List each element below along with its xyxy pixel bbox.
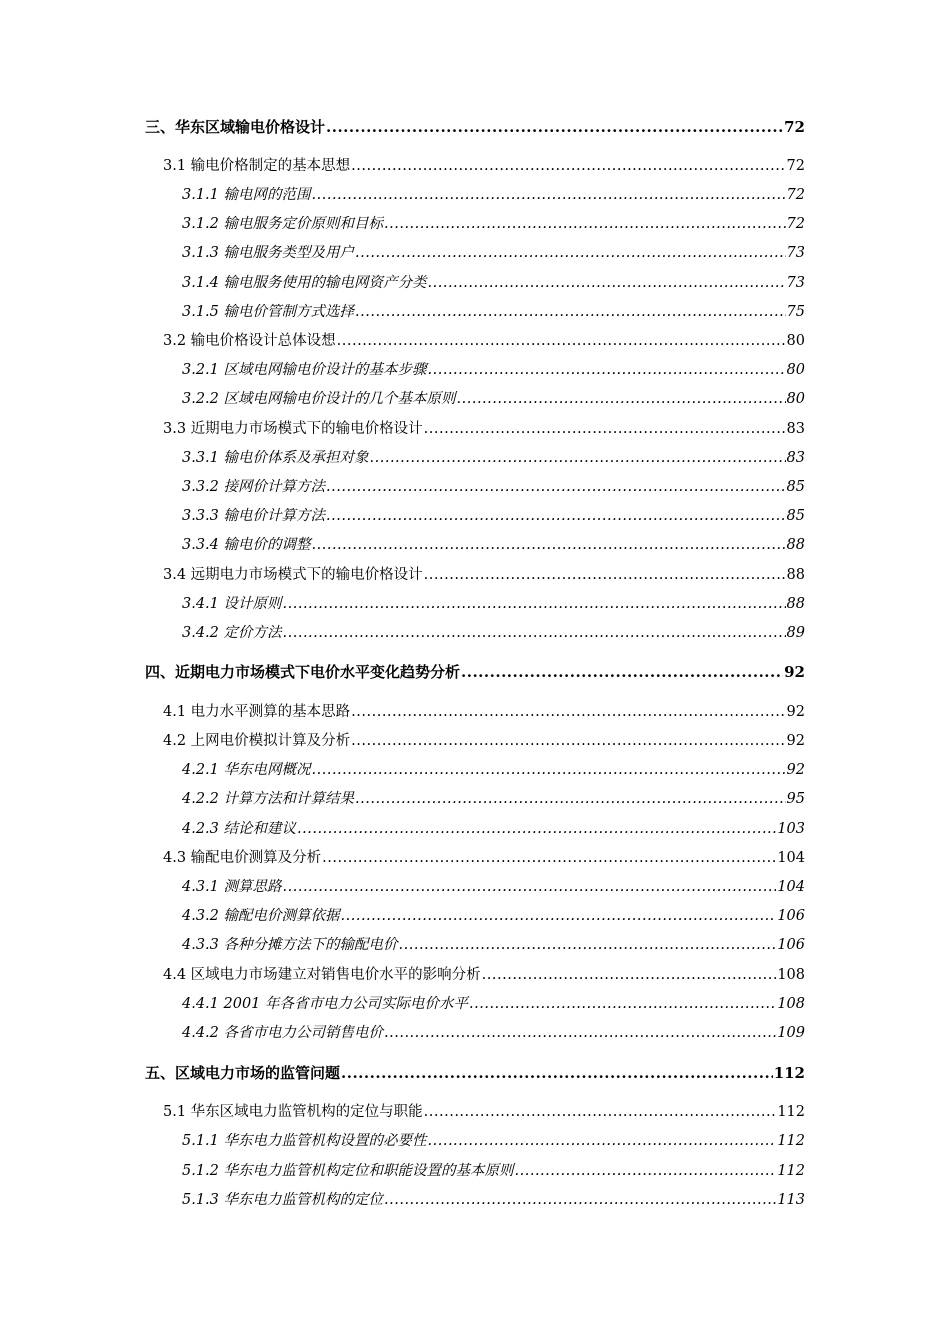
toc-leader (355, 790, 786, 808)
toc-leader (461, 663, 783, 681)
toc-page: 85 (786, 508, 805, 524)
toc-leader (326, 478, 786, 496)
toc-leader (424, 566, 786, 584)
toc-leader (428, 361, 786, 379)
toc-leader (384, 1191, 776, 1209)
toc-subsection-4-3-2[interactable] (182, 907, 805, 925)
toc-section-3-4[interactable] (163, 566, 805, 584)
toc-page: 88 (786, 537, 805, 553)
toc-label: 4.3.1 测算思路 (182, 879, 282, 895)
toc-page: 73 (786, 275, 805, 291)
toc-leader (297, 820, 776, 838)
toc-leader (384, 215, 786, 233)
toc-subsection-3-2-1[interactable] (182, 361, 805, 379)
toc-subsection-3-4-1[interactable] (182, 595, 805, 613)
toc-page: 83 (786, 450, 805, 466)
toc-subsection-3-3-3[interactable] (182, 507, 805, 525)
toc-page: 104 (777, 850, 805, 866)
toc-page: 72 (786, 216, 805, 232)
toc-subsection-3-1-4[interactable] (182, 274, 805, 292)
toc-page: 113 (777, 1192, 805, 1208)
toc-label: 4.2.3 结论和建议 (182, 821, 297, 837)
toc-subsection-3-1-5[interactable] (182, 303, 805, 321)
toc-page: 80 (786, 333, 805, 349)
toc-subsection-3-1-3[interactable] (182, 244, 805, 262)
toc-page: 95 (786, 791, 805, 807)
toc-leader (399, 936, 777, 954)
toc-leader (424, 1103, 777, 1121)
toc-page: 72 (786, 187, 805, 203)
toc-leader (457, 390, 786, 408)
toc-label: 5.1.2 华东电力监管机构定位和职能设置的基本原则 (182, 1163, 514, 1179)
toc-label: 3.1.5 输电价管制方式选择 (182, 304, 355, 320)
toc-label: 3.2.1 区域电网输电价设计的基本步骤 (182, 362, 427, 378)
toc-subsection-4-3-1[interactable] (182, 878, 805, 896)
toc-subsection-4-2-3[interactable] (182, 820, 805, 838)
toc-label: 4.2.1 华东电网概况 (182, 762, 311, 778)
toc-leader (428, 1132, 777, 1150)
toc-leader (322, 849, 776, 867)
toc-leader (312, 186, 786, 204)
toc-label: 3.1 输电价格制定的基本思想 (163, 158, 351, 174)
toc-page: 103 (777, 821, 805, 837)
toc-subsection-3-1-1[interactable] (182, 186, 805, 204)
toc-leader (283, 624, 786, 642)
toc-subsection-5-1-2[interactable] (182, 1162, 805, 1180)
toc-label: 3.1.2 输电服务定价原则和目标 (182, 216, 384, 232)
toc-page: 112 (777, 1163, 805, 1179)
toc-page: 112 (773, 1064, 805, 1082)
toc-leader (341, 1064, 773, 1082)
toc-label: 3.1.1 输电网的范围 (182, 187, 311, 203)
toc-label: 3.2.2 区域电网输电价设计的几个基本原则 (182, 391, 456, 407)
toc-leader (482, 966, 777, 984)
toc-label: 4.3.3 各种分摊方法下的输配电价 (182, 937, 398, 953)
toc-page: 72 (784, 118, 805, 136)
toc-label: 5.1.1 华东电力监管机构设置的必要性 (182, 1133, 427, 1149)
toc-leader (351, 732, 785, 750)
toc-leader (326, 118, 783, 136)
toc-page: 108 (777, 996, 805, 1012)
toc-leader (384, 1024, 776, 1042)
toc-label: 五、区域电力市场的监管问题 (145, 1064, 341, 1082)
toc-label: 3.4.2 定价方法 (182, 625, 282, 641)
toc-label: 3.3 近期电力市场模式下的输电价格设计 (163, 421, 423, 437)
toc-page: 92 (786, 762, 805, 778)
toc-leader (312, 536, 786, 554)
toc-page: 89 (786, 625, 805, 641)
toc-label: 4.3.2 输配电价测算依据 (182, 908, 340, 924)
toc-leader (370, 449, 786, 467)
toc-leader (351, 703, 785, 721)
toc-leader (515, 1162, 777, 1180)
toc-label: 3.2 输电价格设计总体设想 (163, 333, 336, 349)
toc-label: 4.4 区域电力市场建立对销售电价水平的影响分析 (163, 967, 481, 983)
toc-label: 5.1 华东区域电力监管机构的定位与职能 (163, 1104, 423, 1120)
toc-leader (326, 507, 786, 525)
toc-page: 88 (786, 567, 805, 583)
toc-page: 92 (784, 663, 805, 681)
toc-page: 109 (777, 1025, 805, 1041)
toc-subsection-3-3-1[interactable] (182, 449, 805, 467)
toc-page: 88 (786, 596, 805, 612)
toc-label: 3.4.1 设计原则 (182, 596, 282, 612)
toc-page: 80 (786, 391, 805, 407)
toc-subsection-4-2-1[interactable] (182, 761, 805, 779)
toc-leader (469, 995, 776, 1013)
toc-subsection-4-3-3[interactable] (182, 936, 805, 954)
toc-leader (355, 303, 786, 321)
toc-page: 83 (786, 421, 805, 437)
toc-leader (283, 878, 777, 896)
toc-subsection-3-3-2[interactable] (182, 478, 805, 496)
toc-chapter-5[interactable] (145, 1064, 805, 1082)
toc-page: 112 (777, 1104, 805, 1120)
toc-page: 106 (777, 937, 805, 953)
toc-page: 92 (786, 733, 805, 749)
toc-leader (355, 244, 786, 262)
toc-subsection-3-3-4[interactable] (182, 536, 805, 554)
toc-page: 112 (777, 1133, 805, 1149)
toc-subsection-5-1-1[interactable] (182, 1132, 805, 1150)
toc-leader (337, 332, 786, 350)
toc-section-4-1[interactable] (163, 703, 805, 721)
toc-label: 3.3.2 接网价计算方法 (182, 479, 326, 495)
toc-page: 104 (777, 879, 805, 895)
toc-leader (351, 157, 785, 175)
toc-section-5-1[interactable] (163, 1103, 805, 1121)
toc-label: 3.3.4 输电价的调整 (182, 537, 311, 553)
toc-label: 3.1.4 输电服务使用的输电网资产分类 (182, 275, 427, 291)
toc-label: 4.2 上网电价模拟计算及分析 (163, 733, 351, 749)
toc-chapter-4[interactable] (145, 663, 805, 681)
toc-label: 3.1.3 输电服务类型及用户 (182, 245, 355, 261)
toc-page: 75 (786, 304, 805, 320)
toc-label: 三、华东区域输电价格设计 (145, 118, 326, 136)
toc-page: 92 (786, 704, 805, 720)
toc-section-4-3[interactable] (163, 849, 805, 867)
toc-subsection-5-1-3[interactable] (182, 1191, 805, 1209)
toc-leader (341, 907, 777, 925)
toc-section-3-3[interactable] (163, 420, 805, 438)
toc-chapter-3[interactable] (145, 118, 805, 136)
toc-leader (428, 274, 786, 292)
toc-label: 3.4 远期电力市场模式下的输电价格设计 (163, 567, 423, 583)
toc-leader (283, 595, 786, 613)
toc-subsection-4-4-2[interactable] (182, 1024, 805, 1042)
toc-leader (312, 761, 786, 779)
toc-label: 4.4.1 2001 年各省市电力公司实际电价水平 (182, 996, 469, 1012)
toc-label: 4.4.2 各省市电力公司销售电价 (182, 1025, 384, 1041)
toc-leader (424, 420, 786, 438)
toc-subsection-3-2-2[interactable] (182, 390, 805, 408)
toc-subsection-4-4-1[interactable] (182, 995, 805, 1013)
toc-subsection-3-4-2[interactable] (182, 624, 805, 642)
toc-label: 4.1 电力水平测算的基本思路 (163, 704, 351, 720)
toc-page: 80 (786, 362, 805, 378)
toc-subsection-4-2-2[interactable] (182, 790, 805, 808)
toc-page: 73 (786, 245, 805, 261)
toc-section-4-2[interactable] (163, 732, 805, 750)
toc-section-3-2[interactable] (163, 332, 805, 350)
toc-label: 四、近期电力市场模式下电价水平变化趋势分析 (145, 663, 461, 681)
toc-label: 4.3 输配电价测算及分析 (163, 850, 322, 866)
toc-section-4-4[interactable] (163, 966, 805, 984)
toc-page: 106 (777, 908, 805, 924)
toc-label: 3.3.3 输电价计算方法 (182, 508, 326, 524)
toc-label: 5.1.3 华东电力监管机构的定位 (182, 1192, 384, 1208)
toc-page: 72 (786, 158, 805, 174)
toc-label: 4.2.2 计算方法和计算结果 (182, 791, 355, 807)
toc-subsection-3-1-2[interactable] (182, 215, 805, 233)
toc-label: 3.3.1 输电价体系及承担对象 (182, 450, 369, 466)
toc-section-3-1[interactable] (163, 157, 805, 175)
toc-page: 108 (777, 967, 805, 983)
toc-page: 85 (786, 479, 805, 495)
